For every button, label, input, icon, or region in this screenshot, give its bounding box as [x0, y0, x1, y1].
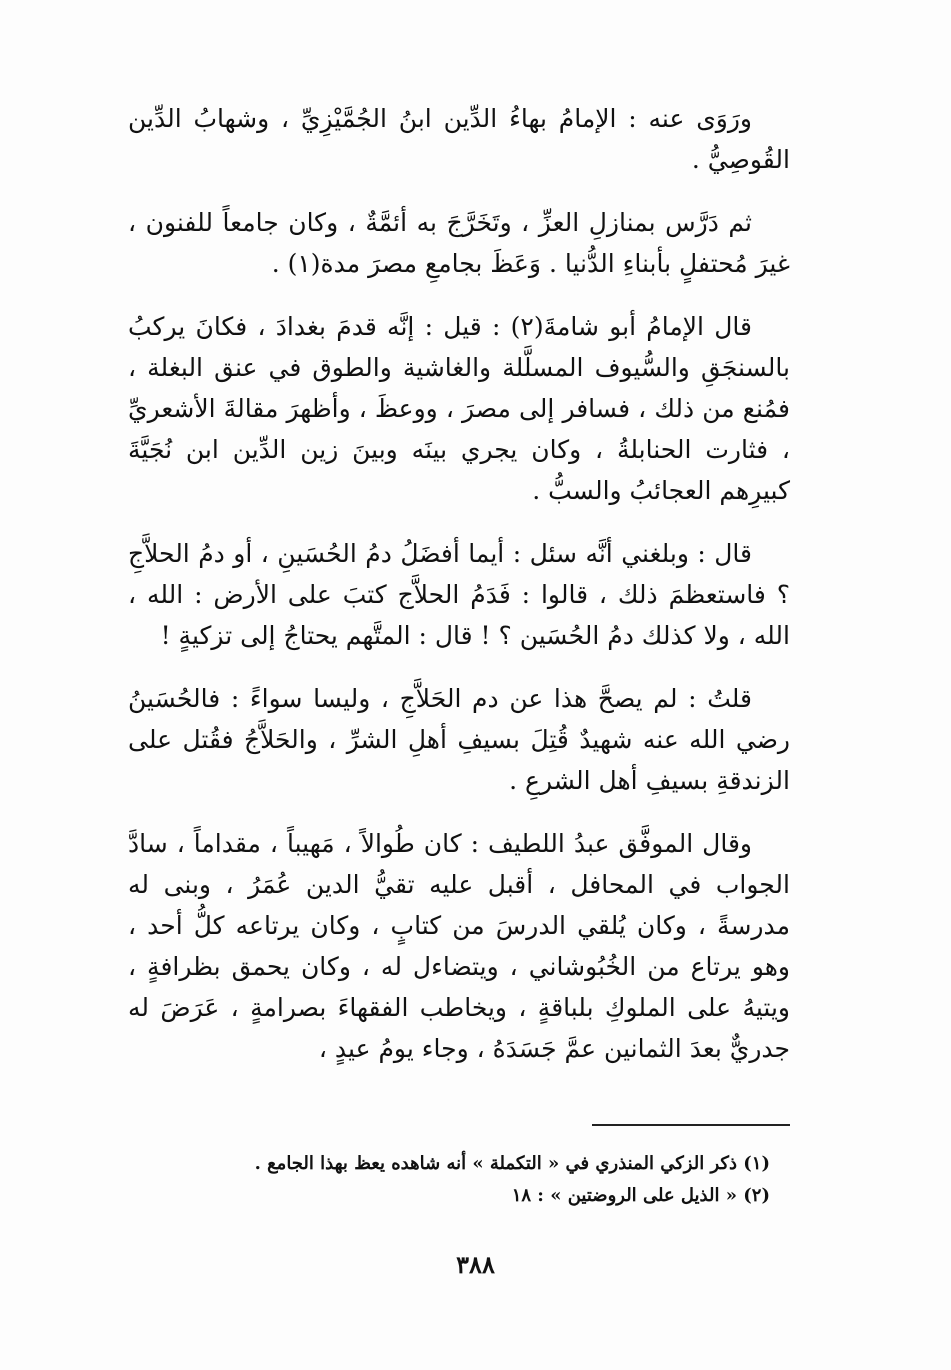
paragraph-1: ورَوَى عنه : الإمامُ بهاءُ الدِّين ابنُ الجُمَّيْزِيِّ ، وشهابُ الدِّين القُوصِيُّ .: [128, 104, 790, 174]
paragraph-3: قال الإمامُ أبو شامةَ(٢) : قيل : إنَّه قدمَ بغدادَ ، فكانَ يركبُ بالسنجَقِ والسُّيوف المسلَّلة والغاشية والطوق في عنق البغلة ، فمُنع من ذلك ، فسافر إلى مصرَ ، ووعظَ ، وأظهرَ مقالةَ الأشعريِّ ، فثارت الحنابلةُ ، وكان يجري بينَه وبينَ زين الدِّين ابن نُجَيَّةَ كبيرِهم العجائبُ والسبُّ .: [128, 312, 790, 505]
page-number: ٣٨٨: [456, 1250, 495, 1279]
paragraph-5: قلتُ : لم يصحَّ هذا عن دم الحَلاَّجِ ، وليسا سواءً : فالحُسَينُ رضي الله عنه شهيدٌ قُتِلَ بسيفِ أهلِ الشرِّ ، والحَلاَّجُ فقُتل على الزندقةِ بسيفِ أهل الشرعِ .: [128, 684, 790, 795]
footnote-divider: [592, 1124, 790, 1126]
paragraph-6: وقال الموفَّق عبدُ اللطيف : كان طُوالاً ، مَهيباً ، مقداماً ، سادَّ الجواب في المحافل ، أقبل عليه تقيُّ الدين عُمَرُ ، وبنى له مدرسةً ، وكان يُلقي الدرسَ من كتابٍ ، وكان يرتاعه كلُّ أحد ، وهو يرتاع من الخُبُوشاني ، ويتضاءل له ، وكان يحمق بظرافةٍ ، ويتيهُ على الملوكِ بلباقةٍ ، ويخاطب الفقهاءَ بصرامةٍ ، عَرَضَ له جدريٌّ بعدَ الثمانين عمَّ جَسَدَهُ ، وجاء يومُ عيدٍ ،: [128, 829, 790, 1063]
paragraph-2: ثم دَرَّس بمنازلِ العزِّ ، وتَخَرَّجَ به أئمَّةٌ ، وكان جامعاً للفنون ، غيرَ مُحتفلٍ بأبناءِ الدُّنيا . وَعَظَ بجامعِ مصرَ مدة(١) .: [128, 208, 790, 278]
paragraph-4: قال : وبلغني أنَّه سئل : أيما أفضَلُ دمُ الحُسَينِ ، أو دمُ الحلاَّجِ ؟ فاستعظمَ ذلك ، قالوا : فَدَمُ الحلاَّج كتبَ على الأرض : الله ، الله ، ولا كذلك دمُ الحُسَين ؟ ! قال : المتَّهم يحتاجُ إلى تزكيةٍ !: [128, 539, 790, 650]
footnotes: [128, 1148, 790, 1212]
footnote-1: (١) ذكر الزكي المنذري في « التكملة » أنه شاهده يعظ بهذا الجامع .: [254, 1153, 770, 1174]
main-text: [128, 98, 790, 1091]
footnote-2: (٢) « الذيل على الروضتين » : ١٨: [511, 1185, 770, 1206]
